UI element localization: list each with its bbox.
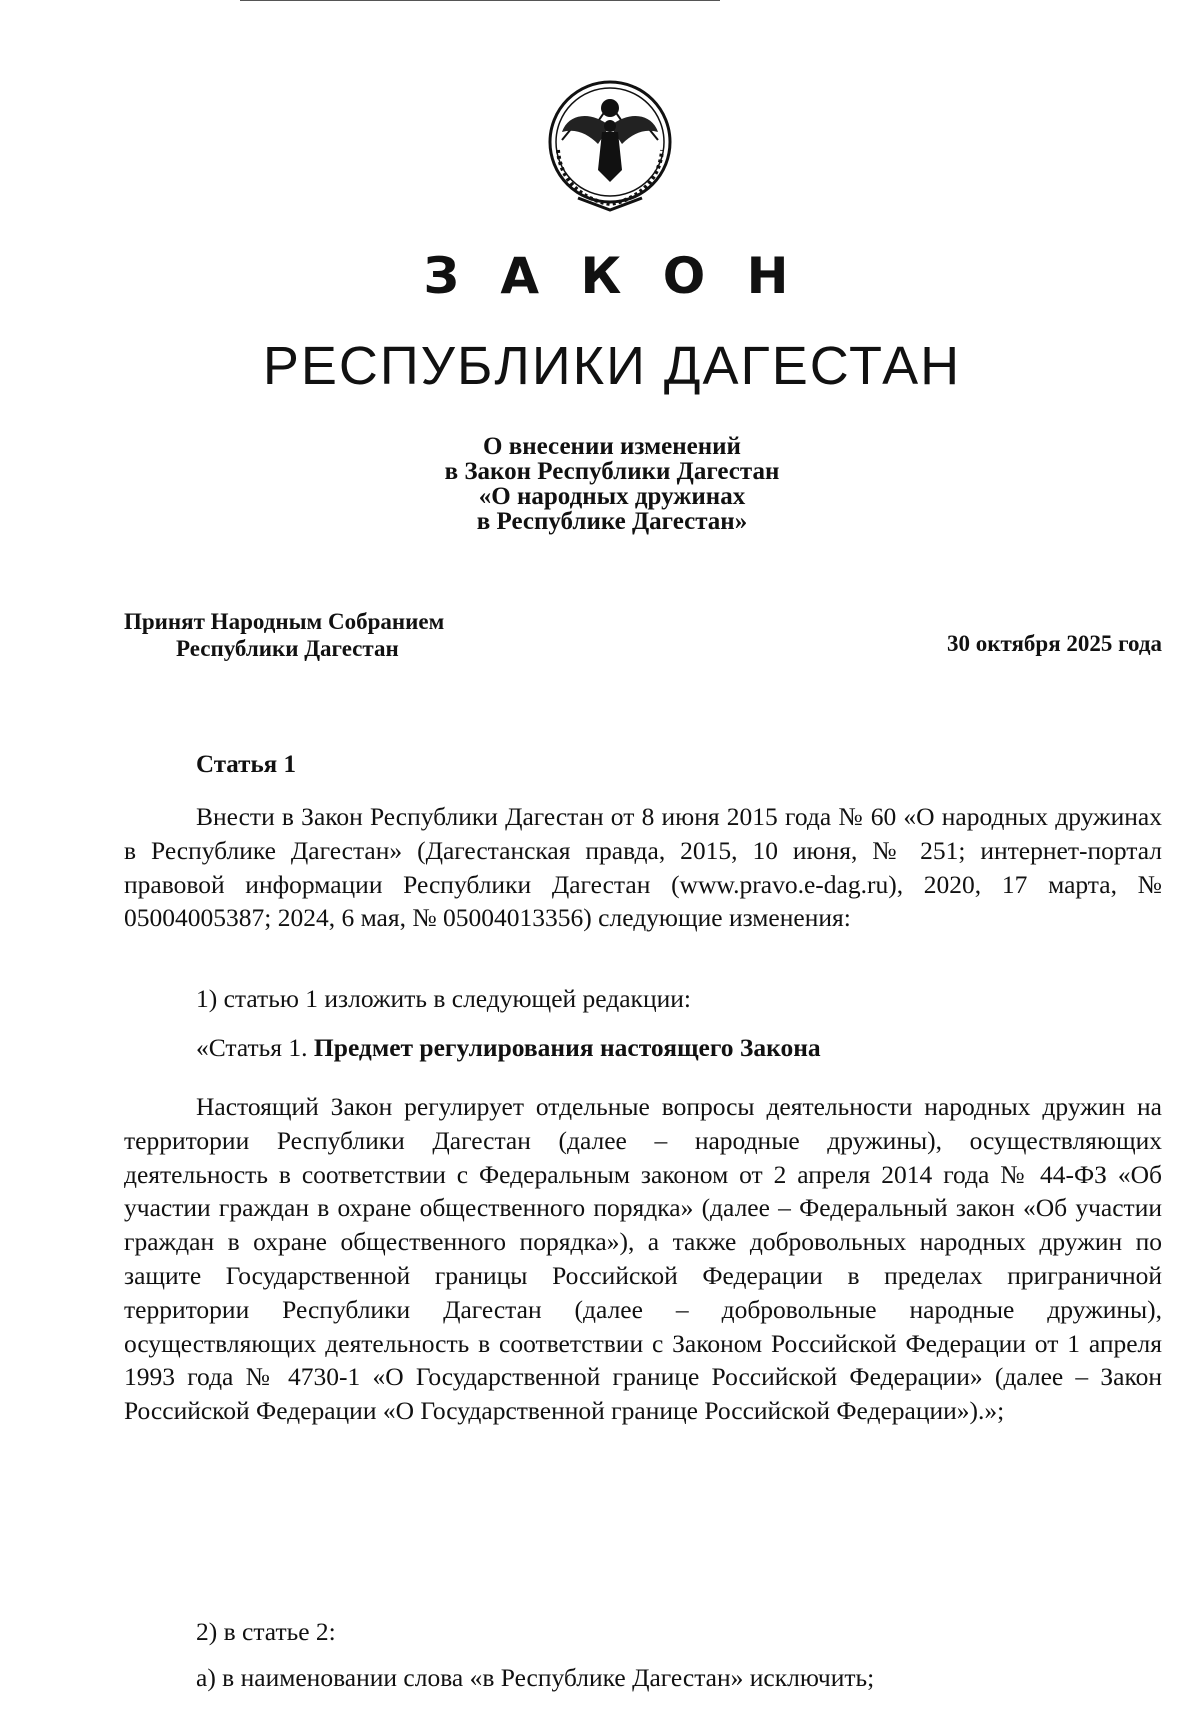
list-item: а) в наименовании слова «в Республике Дагестан» исключить;	[196, 1663, 875, 1692]
list-item: 2) в статье 2:	[196, 1617, 336, 1646]
heading-line: «О народных дружинах	[478, 483, 746, 510]
list-item: 1) статью 1 изложить в следующей редакции:	[196, 984, 691, 1013]
law-subtitle: РЕСПУБЛИКИ ДАГЕСТАН	[262, 336, 962, 396]
heading-line: О внесении изменений	[483, 433, 741, 460]
adoption-statement	[124, 608, 444, 662]
scan-edge-line	[240, 0, 720, 1]
law-title: З А К О Н	[423, 247, 801, 305]
law-heading	[0, 434, 1200, 534]
quoted-article-heading	[196, 1033, 821, 1063]
paragraph: Внести в Закон Республики Дагестан от 8 июня 2015 года № 60 «О народных дружинах в Республике Дагестан» (Дагестанская правда, 2015, 10 июня, № 251; интернет-портал правовой информации Республики Дагестан (www.pravo.e-dag.ru), 2020, 17 марта, № 05004005387; 2024, 6 мая, № 05004013356) следующие изменения:	[124, 802, 1162, 933]
heading-line: в Республике Дагестан»	[476, 508, 748, 535]
adopted-line: Республики Дагестан	[176, 636, 399, 661]
dagestan-coat-of-arms-icon	[540, 70, 680, 220]
quoted-article-title: Предмет регулирования настоящего Закона	[313, 1033, 821, 1062]
adoption-date: 30 октября 2025 года	[946, 631, 1162, 656]
heading-line: в Закон Республики Дагестан	[444, 458, 780, 485]
paragraph: Настоящий Закон регулирует отдельные вопросы деятельности народных дружин на территории Республики Дагестан (далее – народные дружины), осуществляющих деятельность в соответствии с Федеральным законом от 2 апреля 2014 года № 44-ФЗ «Об участии граждан в охране общественного порядка» (далее – Федеральный закон «Об участии граждан в охране общественного порядка»), а также добровольных народных дружин по защите Государственной границы Российской Федерации в пределах приграничной территории Республики Дагестан (далее – добровольные народные дружины), осуществляющих деятельность в соответствии с Законом Российской Федерации от 1 апреля 1993 года № 4730-1 «О Государственной границе Российской Федерации» (далее – Закон Российской Федерации «О Государственной границе Российской Федерации»).»;	[124, 1092, 1162, 1426]
quoted-article-prefix: «Статья 1.	[196, 1033, 314, 1062]
article-heading: Статья 1	[196, 751, 296, 778]
adopted-line: Принят Народным Собранием	[124, 609, 445, 634]
